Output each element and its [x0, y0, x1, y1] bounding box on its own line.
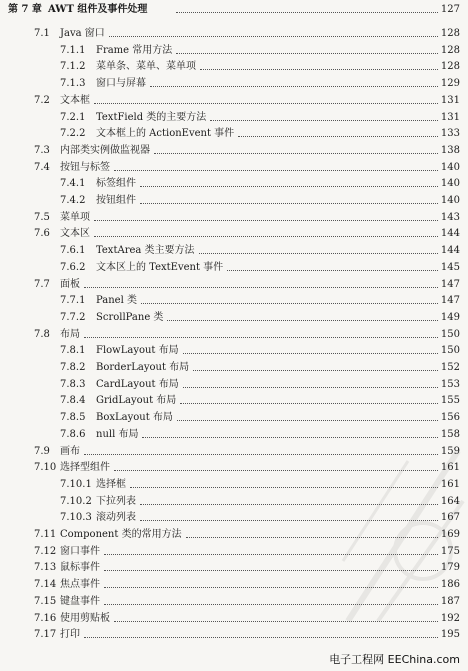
section-number: 7.3 [34, 144, 50, 156]
page-number: 161 [440, 478, 460, 490]
dot-leader [177, 420, 438, 421]
dot-leader [109, 36, 438, 37]
toc-subsection-line [0, 410, 468, 426]
dot-leader [180, 403, 438, 404]
page-number: 152 [440, 362, 460, 373]
toc-section-line [0, 93, 468, 109]
section-title: 滚动列表 [96, 512, 136, 524]
section-number: 7.2.1 [60, 111, 86, 123]
dot-leader [227, 270, 438, 271]
section-title: 选择型组件 [60, 462, 110, 474]
section-title: FlowLayout 布局 [96, 345, 179, 357]
chapter-number: 第 7 章 [8, 4, 42, 15]
toc-subsection-line [0, 110, 468, 126]
section-title: 面板 [60, 278, 80, 290]
watermark-logo [338, 441, 468, 631]
page-number: 186 [440, 579, 460, 591]
section-title: 文本区 [60, 228, 90, 240]
page-number: 150 [440, 328, 460, 340]
page-number: 128 [440, 44, 460, 56]
section-title: 文本区上的 TextEvent 事件 [96, 261, 224, 273]
page-number: 155 [440, 395, 460, 407]
page-number: 195 [440, 629, 460, 641]
section-number: 7.2.2 [60, 128, 86, 140]
page-number: 140 [440, 161, 460, 173]
toc-subsection-line [0, 43, 468, 59]
page-number: 158 [440, 428, 460, 440]
section-number: 7.2 [34, 94, 50, 106]
section-number: 7.10 [34, 462, 57, 474]
section-number: 7.4 [34, 161, 50, 173]
page-number: 179 [440, 562, 460, 574]
dot-leader [200, 69, 438, 70]
dot-leader [114, 170, 438, 171]
toc-section-line [0, 160, 468, 176]
section-number: 7.6 [34, 228, 50, 240]
toc-section-line [0, 143, 468, 159]
page-number: 145 [440, 261, 460, 273]
section-number: 7.4.1 [60, 178, 86, 190]
section-number: 7.6.2 [60, 261, 86, 273]
page-number: 192 [440, 612, 460, 624]
dot-leader [84, 637, 438, 638]
toc-subsection-line [0, 193, 468, 209]
section-number: 7.8.4 [60, 395, 86, 407]
dot-leader [140, 186, 438, 187]
section-title: 布局 [60, 328, 80, 340]
toc-subsection-line [0, 343, 468, 359]
page-number: 133 [440, 128, 460, 140]
toc-section-line [0, 226, 468, 242]
toc-subsection-line [0, 243, 468, 259]
page-number: 159 [440, 445, 460, 457]
page-number: 143 [440, 211, 460, 223]
section-number: 7.17 [34, 629, 57, 641]
page-number: 153 [440, 378, 460, 390]
section-number: 7.8.1 [60, 345, 86, 357]
section-number: 7.14 [34, 579, 57, 591]
section-title: ScrollPane 类 [96, 311, 164, 323]
section-title: 菜单项 [60, 211, 90, 223]
dot-leader [183, 387, 438, 388]
section-title: Java 窗口 [60, 28, 105, 39]
page-number: 169 [440, 529, 460, 540]
page-number: 149 [440, 311, 460, 323]
section-title: 按钮与标签 [60, 161, 110, 173]
page-number: 131 [440, 111, 460, 123]
section-title: 鼠标事件 [60, 562, 100, 574]
section-number: 7.7 [34, 278, 50, 290]
dot-leader [84, 337, 438, 338]
section-title: 窗口事件 [60, 545, 100, 557]
page-number: 144 [440, 245, 460, 257]
section-title: CardLayout 布局 [96, 378, 179, 390]
section-number: 7.10.3 [60, 512, 92, 524]
section-title: BorderLayout 布局 [96, 362, 190, 373]
dot-leader [154, 153, 438, 154]
page-number: 175 [440, 545, 460, 557]
dot-leader [141, 303, 438, 304]
toc-subsection-line [0, 293, 468, 309]
section-number: 7.15 [34, 595, 57, 607]
section-title: 焦点事件 [60, 579, 100, 591]
section-title: Panel 类 [96, 295, 137, 307]
dot-leader [176, 12, 438, 13]
section-title: BoxLayout 布局 [96, 412, 173, 424]
dot-leader [199, 253, 438, 254]
footer-source: 电子工程网 EEChina.com [329, 653, 460, 666]
dot-leader [193, 370, 438, 371]
section-title: TextField 类的主要方法 [96, 111, 207, 123]
section-number: 7.7.2 [60, 311, 86, 323]
section-title: Frame 常用方法 [96, 44, 173, 56]
page-number: 128 [440, 61, 460, 73]
page-number: 140 [440, 195, 460, 206]
section-number: 7.16 [34, 612, 57, 624]
toc-subsection-line [0, 260, 468, 276]
dot-leader [167, 320, 438, 321]
dot-leader [210, 120, 438, 121]
section-number: 7.12 [34, 545, 57, 557]
dot-leader [94, 220, 438, 221]
section-title: 键盘事件 [60, 595, 100, 607]
section-number: 7.1.2 [60, 61, 86, 73]
section-number: 7.10.2 [60, 495, 92, 507]
toc-section-line [0, 26, 468, 42]
section-title: 按钮组件 [96, 195, 136, 206]
toc-section-line [0, 210, 468, 226]
section-title: 菜单条、菜单、菜单项 [96, 61, 196, 73]
section-title: 文本框上的 ActionEvent 事件 [96, 128, 235, 140]
section-number: 7.6.1 [60, 245, 86, 257]
toc-subsection-line [0, 393, 468, 409]
section-number: 7.10.1 [60, 478, 92, 490]
toc-section-line [0, 327, 468, 343]
page-number: 131 [440, 94, 460, 106]
section-number: 7.8.2 [60, 362, 86, 373]
toc-subsection-line [0, 126, 468, 142]
section-title: Component 类的常用方法 [60, 529, 182, 540]
section-number: 7.5 [34, 211, 50, 223]
toc-chapter-line [0, 2, 468, 18]
section-title: 画布 [60, 445, 80, 457]
page-number: 147 [440, 278, 460, 290]
page-number: 144 [440, 228, 460, 240]
toc-subsection-line [0, 377, 468, 393]
toc-subsection-line [0, 176, 468, 192]
section-number: 7.8.6 [60, 428, 86, 440]
section-number: 7.1.1 [60, 44, 86, 56]
dot-leader [238, 136, 438, 137]
section-title: 窗口与屏幕 [96, 78, 146, 90]
page-number: 161 [440, 462, 460, 474]
page-number: 147 [440, 295, 460, 307]
dot-leader [94, 103, 438, 104]
page-number: 164 [440, 495, 460, 507]
section-title: null 布局 [96, 428, 139, 440]
dot-leader [140, 203, 438, 204]
section-number: 7.7.1 [60, 295, 86, 307]
dot-leader [150, 86, 438, 87]
toc-subsection-line [0, 59, 468, 75]
section-title: 文本框 [60, 94, 90, 106]
dot-leader [183, 353, 438, 354]
page-number: 140 [440, 178, 460, 190]
page-number: 167 [440, 512, 460, 524]
section-number: 7.8 [34, 328, 50, 340]
toc-subsection-line [0, 310, 468, 326]
dot-leader [142, 437, 438, 438]
dot-leader [84, 287, 438, 288]
page-number: 128 [440, 28, 460, 39]
toc-section-line [0, 277, 468, 293]
section-title: TextArea 类主要方法 [96, 245, 195, 257]
toc-subsection-line [0, 76, 468, 92]
section-title: 标签组件 [96, 178, 136, 190]
section-title: 下拉列表 [96, 495, 136, 507]
section-number: 7.4.2 [60, 195, 86, 206]
section-number: 7.8.3 [60, 378, 86, 390]
section-title: 打印 [60, 629, 80, 641]
chapter-page: 127 [440, 4, 460, 15]
section-number: 7.1 [34, 28, 50, 39]
section-title: 使用剪贴板 [60, 612, 110, 624]
toc-subsection-line [0, 360, 468, 376]
section-title: 选择框 [96, 478, 126, 490]
section-number: 7.8.5 [60, 412, 86, 424]
page-number: 129 [440, 78, 460, 90]
page-number: 150 [440, 345, 460, 357]
section-number: 7.11 [34, 529, 57, 540]
page-number: 187 [440, 595, 460, 607]
section-number: 7.9 [34, 445, 50, 457]
section-title: GridLayout 布局 [96, 395, 177, 407]
section-title: 内部类实例做监视器 [60, 144, 150, 156]
chapter-title: AWT 组件及事件处理 [48, 4, 148, 15]
dot-leader [176, 53, 438, 54]
page-number: 138 [440, 144, 460, 156]
section-number: 7.13 [34, 562, 57, 574]
section-number: 7.1.3 [60, 78, 86, 90]
dot-leader [94, 236, 438, 237]
page-number: 156 [440, 412, 460, 424]
